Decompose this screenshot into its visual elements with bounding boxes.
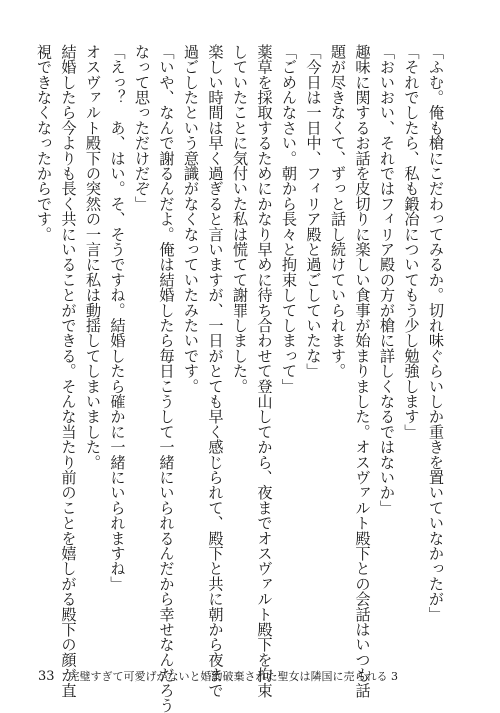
text-line-6: 「今日は一日中、フィリア殿と過ごしていたな」	[304, 44, 323, 379]
text-line-9: していたことに気付いた私は慌てて謝罪しました。	[231, 44, 249, 394]
text-line-16: 結婚したら今よりも長く共にいることができる。そんな当たり前のことを嬉しがる殿下の顔が直	[59, 44, 78, 698]
text-line-7: 「ごめんなさい。朝から長々と拘束してしまって」	[280, 44, 298, 394]
text-line-5: 題が尽きなくて、ずっと話し続けていられます。	[329, 44, 347, 379]
text-line-14: 「えっ？ あ、はい。そ、そうですね。結婚したら確かに一緒にいられますね」	[108, 44, 127, 592]
text-line-12: 「いや、なんで謝るんだよ。俺は結婚したら毎日こうして一緒にいられるんだから幸せなんだろう	[157, 44, 176, 713]
text-line-4: 趣味に関するお話を皮切りに楽しい食事が始まりました。オスヴァルト殿下との会話はいつも話	[353, 44, 372, 698]
text-line-10: 楽しい時間は早く過ぎると言いますが、一日がとても早く感じられて、殿下と共に朝から夜まで	[206, 44, 225, 698]
page-number: 33	[38, 669, 55, 684]
text-line-17: 視できなくなったからです。	[35, 44, 53, 242]
text-line-13: なって思っただけだぞ」	[133, 44, 151, 212]
page-footer	[38, 668, 398, 684]
text-line-2: 「それでしたら、私も鍛冶についてもう少し勉強します」	[402, 44, 421, 440]
text-line-8: 薬草を採取するためにかなり早めに待ち合わせて登山してから、夜までオスヴァルト殿下を拘束	[255, 44, 274, 698]
text-line-1: 「ふむ。俺も槍にこだわってみるか。切れ味ぐらいしか重きを置いていなかったが」	[427, 44, 445, 622]
text-line-15: オスヴァルト殿下の突然の一言に私は動揺してしまいました。	[84, 44, 102, 470]
text-line-3: 「おいおい、それではフィリア殿の方が槍に詳しくなるではないか」	[378, 44, 396, 516]
book-title: 完璧すぎて可愛げがないと婚約破棄された聖女は隣国に売られる 3	[68, 670, 399, 683]
text-line-11: 過ごしたという意識がなくなっていたみたいです。	[182, 44, 200, 394]
